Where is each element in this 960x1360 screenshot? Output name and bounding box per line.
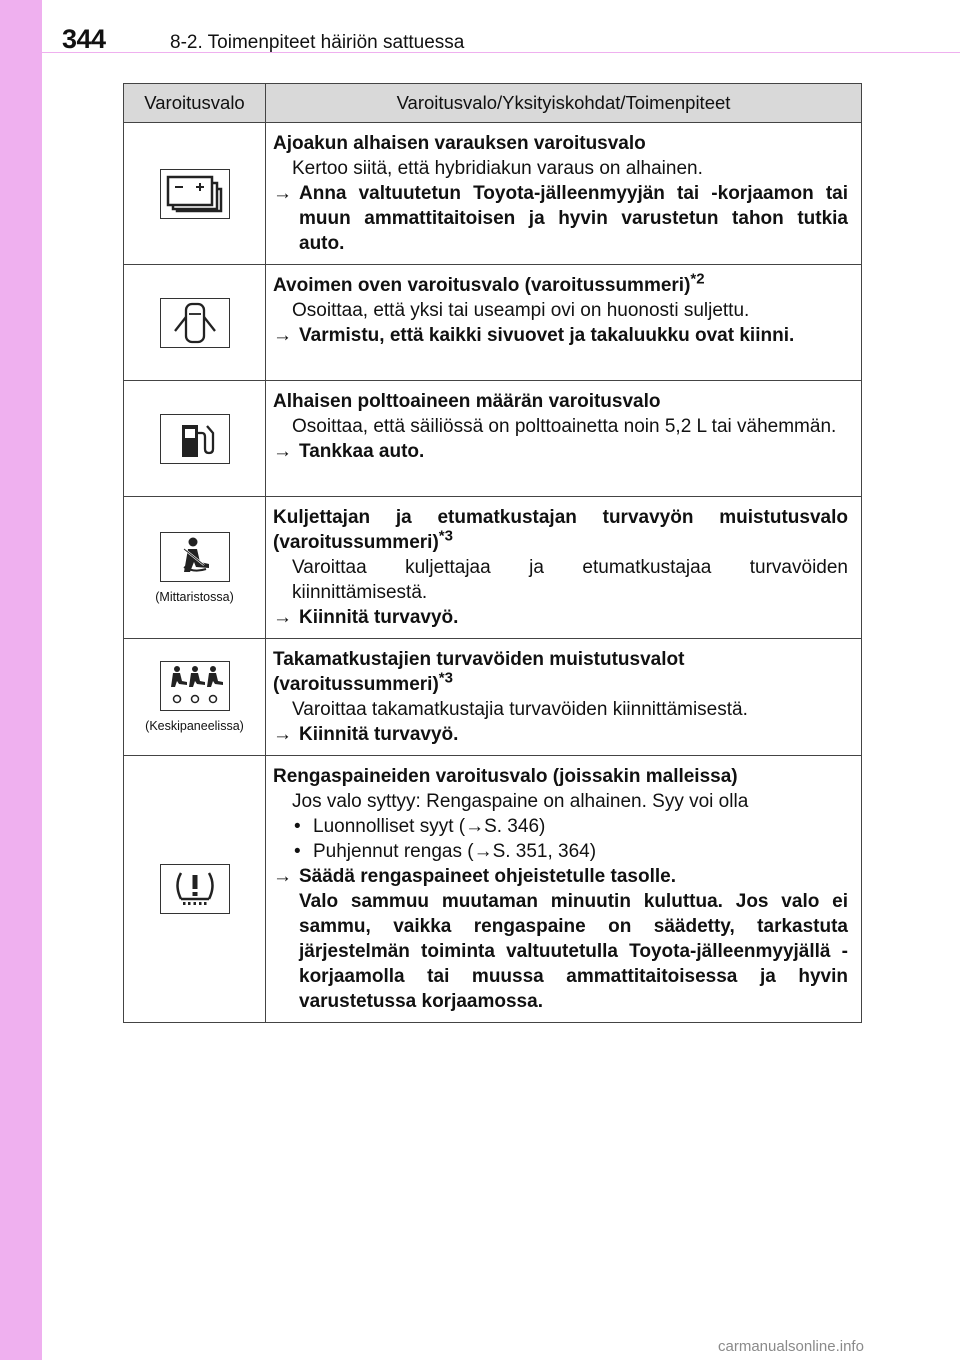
- table-row: [124, 756, 862, 1023]
- icon-cell: [124, 265, 266, 381]
- page-reference: S. 346: [484, 816, 540, 837]
- list-item: • Puhjennut rengas (→S. 351, 364): [294, 841, 597, 862]
- icon-cell: [124, 756, 266, 1023]
- arrow-icon: →: [465, 816, 485, 837]
- row-action: → Kiinnitä turvavyö.: [273, 724, 459, 745]
- table-row: [124, 497, 862, 639]
- rear-seatbelt-icon: [160, 661, 230, 711]
- row-title: Kuljettajan ja etumatkustajan turvavyön muistutusvalo (varoitussummeri)$^{*3}$: [273, 507, 848, 553]
- details-cell: [266, 497, 862, 639]
- column-header-details: Varoitusvalo/Yksityiskohdat/Toimenpiteet: [266, 84, 862, 123]
- page-number: 344: [62, 24, 106, 54]
- table-row: [124, 265, 862, 381]
- bullet-icon: •: [294, 816, 301, 837]
- row-note: Valo sammuu muutaman minuutin kuluttua. Jos valo ei sammu, vaikka rengaspaine on säädetty, tarkastuta järjestelmän toiminta valtuutetulla Toyota-jälleenmyyjällä -korjaamolla tai muussa ammattitaitoisessa ja hyvin varustetussa korjaamossa.: [299, 891, 848, 1012]
- bullet-icon: •: [294, 841, 301, 862]
- row-title: Alhaisen polttoaineen määrän varoitusvalo: [273, 391, 661, 412]
- details-cell: [266, 123, 862, 265]
- arrow-icon: →: [473, 841, 493, 862]
- row-description: Varoittaa takamatkustajia turvavöiden kiinnittämisestä.: [292, 699, 748, 720]
- open-door-icon: [160, 298, 230, 348]
- arrow-icon: →: [273, 183, 292, 204]
- tire-pressure-icon: [160, 864, 230, 914]
- arrow-icon: →: [273, 607, 292, 628]
- side-tab: [0, 0, 42, 1360]
- row-description: Varoittaa kuljettajaa ja etumatkustajaa turvavöiden kiinnittämisestä.: [292, 557, 848, 603]
- row-description: Osoittaa, että säiliössä on polttoainetta noin 5,2 L tai vähemmän.: [292, 416, 837, 437]
- row-action: → Kiinnitä turvavyö.: [273, 607, 459, 628]
- row-title: Ajoakun alhaisen varauksen varoitusvalo: [273, 133, 646, 154]
- battery-icon: [160, 169, 230, 219]
- details-cell: [266, 639, 862, 756]
- icon-caption: (Mittaristossa): [155, 589, 234, 604]
- row-title: Takamatkustajien turvavöiden muistutusvalot (varoitussummeri)$^{*3}$: [273, 649, 685, 695]
- seatbelt-icon: [160, 532, 230, 582]
- row-description: Kertoo siitä, että hybridiakun varaus on alhainen.: [292, 158, 703, 179]
- row-action: → Tankkaa auto.: [273, 441, 425, 462]
- arrow-icon: →: [273, 325, 292, 346]
- row-action: → Anna valtuutetun Toyota-jälleenmyyjän tai -korjaamon tai muun ammattitaitoisen ja hyvin varustetun tahon tutkia auto.: [273, 183, 848, 254]
- row-action: → Varmistu, että kaikki sivuovet ja takaluukku ovat kiinni.: [273, 325, 795, 346]
- table-row: [124, 639, 862, 756]
- arrow-icon: →: [273, 441, 292, 462]
- row-title: Rengaspaineiden varoitusvalo (joissakin malleissa): [273, 766, 738, 787]
- table-row: [124, 381, 862, 497]
- icon-cell: [124, 381, 266, 497]
- details-cell: [266, 756, 862, 1023]
- column-header-light: Varoitusvalo: [124, 84, 266, 123]
- section-title: 8-2. Toimenpiteet häiriön sattuessa: [170, 32, 465, 53]
- fuel-pump-icon: [160, 414, 230, 464]
- icon-cell: [124, 497, 266, 639]
- footnote-marker: *3: [438, 527, 453, 545]
- row-description: Jos valo syttyy: Rengaspaine on alhainen. Syy voi olla: [292, 791, 749, 812]
- row-title: Avoimen oven varoitusvalo (varoitussummeri)$^{*2}$: [273, 270, 705, 296]
- footnote-marker: *2: [690, 270, 705, 288]
- icon-cell: [124, 639, 266, 756]
- warning-light-table: [123, 83, 862, 1023]
- details-cell: [266, 265, 862, 381]
- table-row: [124, 123, 862, 265]
- row-action: → Säädä rengaspaineet ohjeistetulle tasolle.: [273, 866, 676, 887]
- footnote-marker: *3: [438, 669, 453, 687]
- arrow-icon: →: [273, 724, 292, 745]
- arrow-icon: →: [273, 866, 292, 887]
- list-item: • Luonnolliset syyt (→S. 346): [294, 816, 546, 837]
- icon-caption: (Keskipaneelissa): [145, 719, 244, 733]
- watermark: carmanualsonline.info: [718, 1338, 864, 1355]
- header-divider: [0, 52, 960, 53]
- details-cell: [266, 381, 862, 497]
- row-description: Osoittaa, että yksi tai useampi ovi on huonosti suljettu.: [292, 300, 750, 321]
- page-reference: S. 351, 364: [492, 841, 590, 862]
- table-header-row: [124, 84, 862, 123]
- icon-cell: [124, 123, 266, 265]
